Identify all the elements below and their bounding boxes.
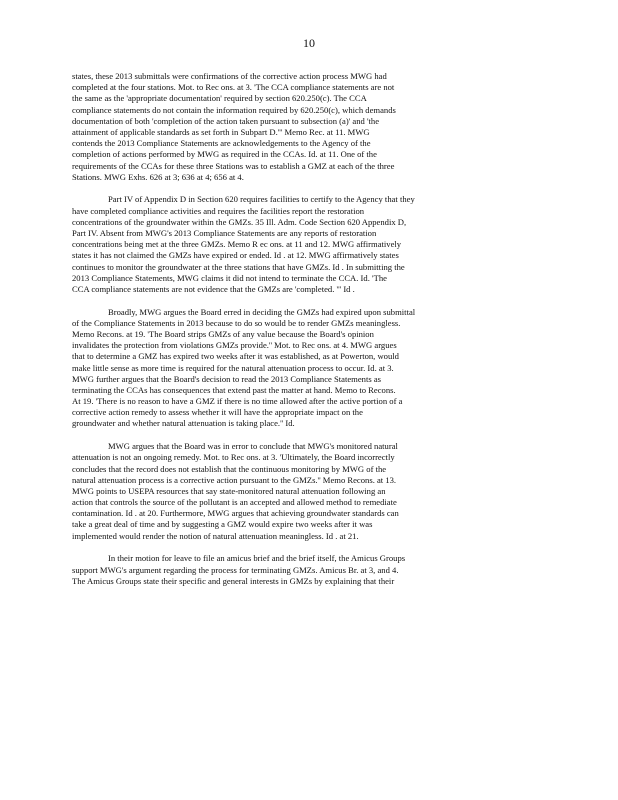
paragraph-line: concentrations of the groundwater within the GMZs. 35 Ill. Adm. Code Section 620 Appendix D, [72, 216, 407, 227]
paragraph-line: Stations. MWG Exhs. 626 at 3; 636 at 4; 656 at 4. [72, 171, 244, 182]
paragraph-line: contamination. Id . at 20. Furthermore, MWG argues that achieving groundwater standards can [72, 508, 399, 519]
paragraph-line: Part IV. Absent from MWG's 2013 Compliance Statements are any reports of restoration [72, 227, 377, 238]
paragraph-1 [72, 71, 532, 183]
paragraph-line: attainment of applicable standards as set forth in Subpart D.''' Memo Rec. at 11. MWG [72, 126, 370, 137]
paragraph-line: make little sense as more time is required for the natural attenuation process to occur. Id. at 3. [72, 362, 394, 373]
paragraph-line: completion of actions performed by MWG as required in the CCAs. Id. at 11. One of the [72, 149, 377, 160]
paragraph-line: that to determine a GMZ has expired two weeks after it was established, as at Powerton, would [72, 351, 399, 362]
paragraph-4 [72, 441, 532, 542]
paragraph-line: requirements of the CCAs for these three Stations was to establish a GMZ at each of the three [72, 160, 395, 171]
paragraph-line: implemented would render the notion of natural attenuation meaningless. Id . at 21. [72, 530, 359, 541]
document-body [72, 71, 532, 598]
paragraph-line: groundwater and whether natural attenuation is taking place.'' Id. [72, 418, 295, 429]
paragraph-3 [72, 307, 532, 430]
paragraph-line: the same as the 'appropriate documentation' required by section 620.250(c). The CCA [72, 93, 367, 104]
paragraph-line: MWG argues that the Board was in error to conclude that MWG's monitored natural [108, 441, 398, 452]
paragraph-line: states, these 2013 submittals were confirmations of the corrective action process MWG had [72, 71, 387, 81]
paragraph-line: terminating the CCAs has consequences that extend past the matter at hand. Memo to Recons. [72, 384, 396, 395]
paragraph-line: In their motion for leave to file an amicus brief and the brief itself, the Amicus Groups [108, 553, 406, 564]
paragraph-line: completed at the four stations. Mot. to Rec ons. at 3. 'The CCA compliance statements are not [72, 82, 395, 93]
paragraph-line: documentation of both 'completion of the action taken pursuant to subsection (a)' and 'the [72, 115, 380, 126]
paragraph-5 [72, 553, 532, 587]
paragraph-line: take a great deal of time and by suggesting a GMZ would expire two weeks after it was [72, 519, 373, 530]
paragraph-line: contends the 2013 Compliance Statements are acknowledgements to the Agency of the [72, 138, 371, 149]
paragraph-line: CCA compliance statements are not evidence that the GMZs are 'completed. ''' Id . [72, 283, 355, 294]
paragraph-line: compliance statements do not contain the information required by 620.250(c), which demands [72, 104, 396, 115]
paragraph-line: 2013 Compliance Statements, MWG claims it did not intend to terminate the CCA. Id. 'The [72, 272, 387, 283]
paragraph-line: action that controls the source of the pollutant is an accepted and allowed method to remediate [72, 497, 397, 508]
paragraph-line: MWG further argues that the Board's decision to read the 2013 Compliance Statements as [72, 373, 382, 384]
paragraph-line: Part IV of Appendix D in Section 620 requires facilities to certify to the Agency that they [108, 194, 415, 205]
paragraph-line: concludes that the record does not establish that the continuous monitoring by MWG of the [72, 463, 387, 474]
paragraph-line: The Amicus Groups state their specific and general interests in GMZs by explaining that their [72, 575, 395, 586]
paragraph-line: states it has not claimed the GMZs have expired or ended. Id . at 12. MWG affirmatively states [72, 250, 399, 261]
paragraph-line: continues to monitor the groundwater at the three stations that have GMZs. Id . In submitting the [72, 261, 405, 272]
paragraph-line: support MWG's argument regarding the process for terminating GMZs. Amicus Br. at 3, and 4. [72, 564, 399, 575]
paragraph-line: of the Compliance Statements in 2013 because to do so would be to render GMZs meaningless. [72, 317, 401, 328]
paragraph-line: concentrations being met at the three GMZs. Memo R ec ons. at 11 and 12. MWG affirmatively [72, 239, 402, 250]
paragraph-line: attenuation is not an ongoing remedy. Mot. to Rec ons. at 3. 'Ultimately, the Board incorrectly [72, 452, 395, 463]
paragraph-line: MWG points to USEPA resources that say state-monitored natural attenuation following an [72, 485, 386, 496]
page-number: 10 [303, 36, 315, 50]
paragraph-line: Broadly, MWG argues the Board erred in deciding the GMZs had expired upon submittal [108, 306, 416, 317]
paragraph-2 [72, 194, 532, 295]
paragraph-line: invalidates the protection from violations GMZs provide.'' Mot. to Rec ons. at 4. MWG argues [72, 340, 397, 351]
paragraph-line: At 19. 'There is no reason to have a GMZ if there is no time allowed after the active portion of a [72, 396, 403, 407]
paragraph-line: have completed compliance activities and requires the facilities report the restoration [72, 205, 365, 216]
paragraph-line: Memo Recons. at 19. 'The Board strips GMZs of any value because the Board's opinion [72, 328, 374, 339]
paragraph-line: natural attenuation process is a corrective action pursuant to the GMZs.'' Memo Recons. at 13. [72, 474, 397, 485]
paragraph-line: corrective action remedy to assess whether it will have the appropriate impact on the [72, 407, 363, 418]
